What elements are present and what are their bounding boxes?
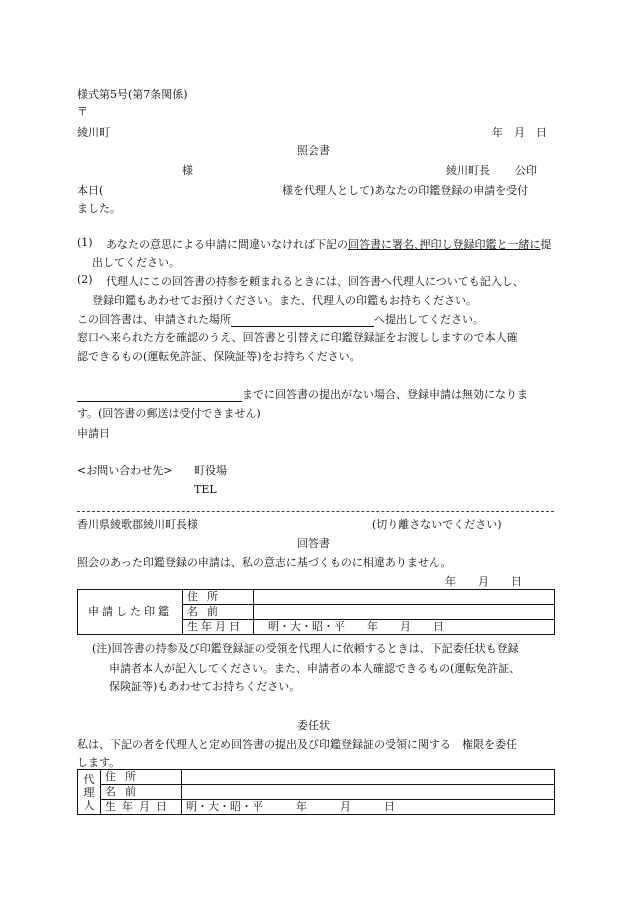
proxy-birthdate-label: 生年月日 — [101, 800, 182, 815]
reply-title: 回答書 — [297, 537, 330, 550]
proxy-name-label: 名前 — [101, 785, 182, 800]
note-line3: 保険証等)もあわせてお持ちください。 — [109, 680, 301, 693]
deadline-line1: までに回答書の提出がない場合、登録申請は無効になりま — [77, 386, 528, 402]
note-line1: (注)回答書の持参及び印鑑登録証の受領を代理人に依頼するときは、下記委任状も登録 — [92, 642, 519, 655]
proxy-birthdate-field[interactable]: 明・大・昭・平 年 月 日 — [182, 800, 555, 815]
note-line2: 申請者本人が記入してください。また、申請者の本人確認できるもの(運転免許証、 — [109, 662, 521, 675]
proxy-address-field[interactable] — [182, 770, 555, 785]
deadline-line2: す。(回答書の郵送は受付できません) — [77, 407, 261, 420]
contact-tel: TEL — [194, 483, 217, 496]
page-title: 照会書 — [297, 144, 330, 157]
intro-line2: ました。 — [77, 202, 121, 215]
intro-line1-start: 本日( — [77, 184, 104, 197]
item1-number: (1) — [77, 236, 93, 249]
address-field[interactable] — [254, 590, 555, 605]
official-seal: 公印 — [515, 164, 537, 177]
place-line: この回答書は、申請された場所 へ提出してください。 — [77, 313, 484, 326]
proxy-table — [77, 769, 555, 815]
proxy-line1: 私は、下記の者を代理人と定め回答書の提出及び印鑑登録証の受領に関する 権限を委任 — [77, 738, 517, 751]
reply-date: 年 月 日 — [445, 575, 522, 588]
proxy-address-label: 住所 — [101, 770, 182, 785]
registrant-table — [77, 589, 555, 635]
item2-line2: 登録印鑑もあわせてお預けください。また、代理人の印鑑もお持ちください。 — [92, 294, 477, 307]
cut-line — [77, 511, 554, 512]
birthdate-field[interactable]: 明・大・昭・平 年 月 日 — [254, 620, 555, 635]
proxy-label: 代理人 — [78, 770, 101, 815]
name-label: 名前 — [183, 605, 254, 620]
proxy-name-field[interactable] — [182, 785, 555, 800]
postal-mark: 〒 — [77, 105, 88, 118]
addressee-suffix: 様 — [182, 164, 193, 177]
proxy-line2: します。 — [77, 756, 121, 769]
proxy-title: 委任状 — [297, 719, 330, 732]
application-date-label: 申請日 — [77, 427, 110, 440]
header-date: 年 月 日 — [492, 126, 547, 139]
item1-underlined: 回答書に署名､押印し登録印鑑と一緒に — [348, 238, 541, 251]
form-number: 様式第5号(第7条関係) — [77, 88, 188, 101]
do-not-detach-note: (切り離さないでください) — [372, 518, 502, 531]
reply-statement: 照会のあった印鑑登録の申請は、私の意志に基づくものに相違ありません。 — [77, 556, 452, 569]
address-label: 住所 — [183, 590, 254, 605]
intro-line1-end: 様を代理人として)あなたの印鑑登録の申請を受付 — [282, 184, 529, 197]
name-field[interactable] — [254, 605, 555, 620]
place-blank[interactable] — [231, 314, 374, 327]
reply-addressee: 香川県綾歌郡綾川町長様 — [77, 518, 198, 531]
mayor-title: 綾川町長 — [446, 164, 490, 177]
window-line2: 認できるもの(運転免許証、保険証等)をお持ちください。 — [77, 350, 361, 363]
contact-office: 町役場 — [194, 464, 227, 477]
window-line1: 窓口へ来られた方を確認のうえ、回答書と引替えに印鑑登録証をお渡ししますので本人確 — [77, 331, 518, 344]
registrant-label: 申請した印鑑 — [78, 590, 183, 635]
contact-label: <お問い合わせ先> — [77, 464, 173, 477]
item2-number: (2) — [77, 273, 93, 286]
birthdate-label: 生年月日 — [183, 620, 254, 635]
town-name: 綾川町 — [77, 126, 110, 139]
deadline-blank[interactable] — [77, 389, 242, 402]
item1-text: あなたの意思による申請に間違いなければ下記の回答書に署名､押印し登録印鑑と一緒に提出してください。 — [92, 238, 552, 269]
item2-line1: 代理人にこの回答書の持参を頼まれるときには、回答書へ代理人についても記入し、 — [106, 275, 524, 288]
